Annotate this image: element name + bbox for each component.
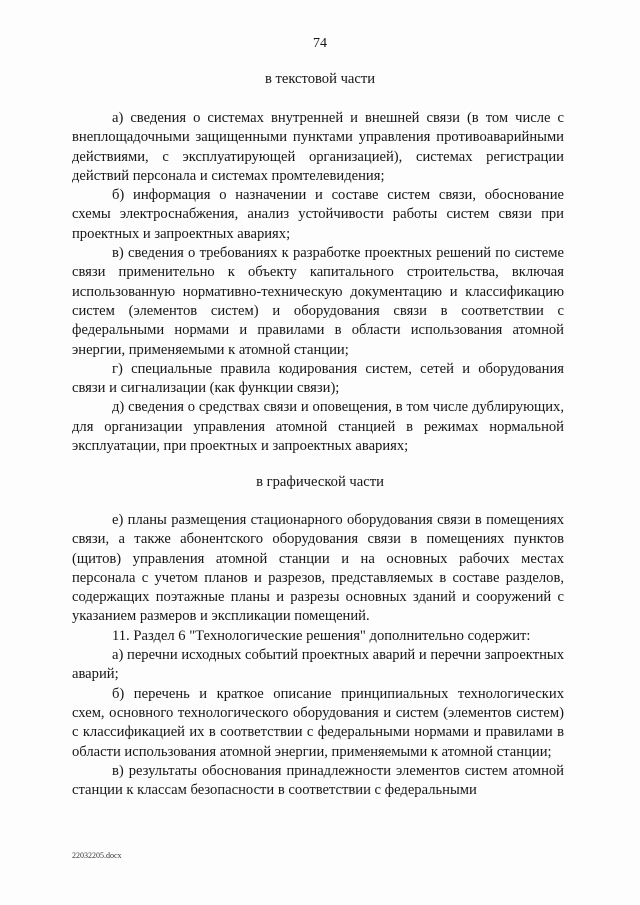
- section-heading-text: в текстовой части: [264, 71, 376, 87]
- paragraph-11-a: а) перечни исходных событий проектных аварий и перечни запроектных аварий;: [72, 647, 564, 683]
- paragraph-b: б) информация о назначении и составе систем связи, обоснование схемы электроснабжения, анализ устойчивости работы систем связи при проектных и запроектных авариях;: [72, 187, 564, 242]
- paragraph-11-v: в) результаты обоснования принадлежности элементов систем атомной станции к классам безопасности в соответствии с федеральными: [72, 762, 564, 799]
- paragraph-e: е) планы размещения стационарного оборудования связи в помещениях связи, а также абонентского оборудования связи в помещениях пунктов (щитов) управления атомной станции и на основных рабочих местах персонала с учетом планов и разрезов, представляемых в составе разделов, содержащих поэтажные планы и разрезы основных зданий и сооружений с указанием размеров и экспликации помещений.: [72, 512, 564, 625]
- paragraph-section-11: 11. Раздел 6 "Технологические решения" дополнительно содержит:: [112, 627, 531, 644]
- graphic-part-body: [72, 511, 564, 800]
- paragraph-g: г) специальные правила кодирования систем, сетей и оборудования связи и сигнализации (как функции связи);: [72, 360, 564, 397]
- section-heading-graphic: в графической части: [256, 474, 384, 490]
- paragraph-11-b: б) перечень и краткое описание принципиальных технологических схем, основного технологического оборудования и систем (элементов систем) с классификацией их в соответствии с федеральными нормами и правилами в области использования атомной энергии, применяемыми к атомной станции;: [72, 685, 564, 760]
- text-part-body: [72, 109, 564, 456]
- paragraph-d: д) сведения о средствах связи и оповещения, в том числе дублирующих, для организации управления атомной станцией в режимах нормальной эксплуатации, при проектных и запроектных авариях;: [72, 399, 564, 455]
- page-number: 74: [313, 36, 327, 51]
- paragraph-v: в) сведения о требованиях к разработке проектных решений по системе связи применительно к объекту капитального строительства, включая использованную нормативно-техническую документацию и классификацию систем (элементов систем) и оборудования связи в соответствии с федеральными нормами и правилами в области использования атомной энергии, применяемыми к атомной станции;: [72, 245, 564, 358]
- file-name-footer: 22032205.docx: [72, 851, 122, 860]
- paragraph-a: а) сведения о системах внутренней и внешней связи (в том числе с внеплощадочными защищенными пунктами управления противоаварийными действиями, с эксплуатирующей организацией), системах регистрации действий персонала и системах промтелевидения;: [72, 110, 564, 184]
